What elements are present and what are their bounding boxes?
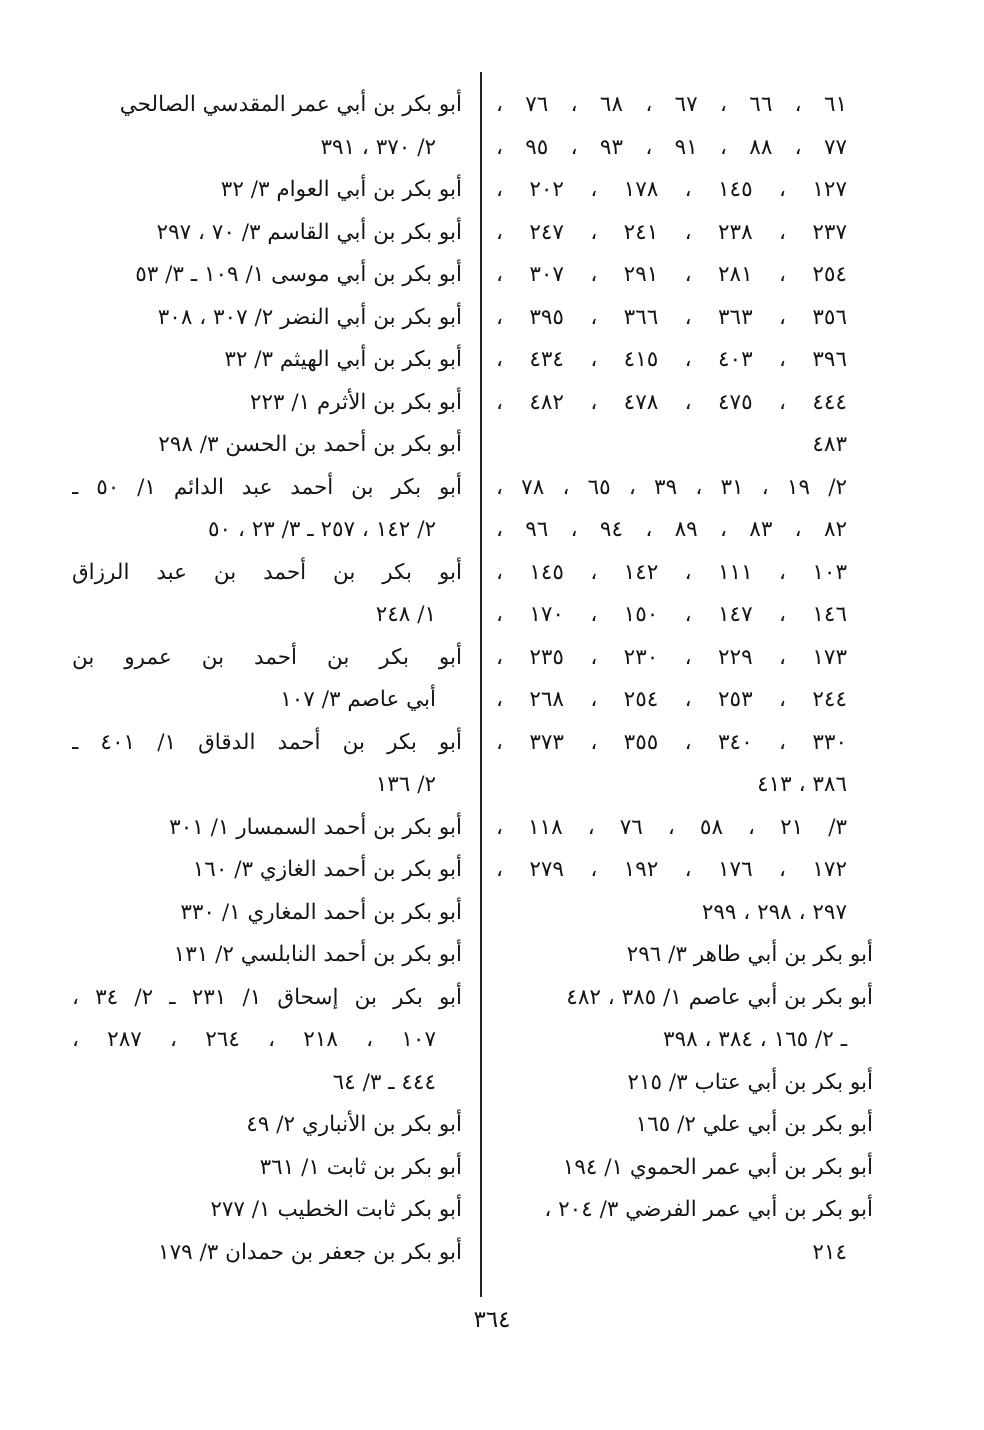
index-entry-line: أبو بكر بن الأنباري ٢/ ٤٩	[246, 1112, 462, 1137]
column-separator	[480, 72, 482, 1297]
index-entry-line: أبو بكر بن الأثرم ١/ ٢٢٣	[249, 389, 462, 415]
index-entry-line: أبو بكر بن أحمد بن عمرو بن	[72, 644, 462, 670]
index-entry-line: ١٧٣ ، ٢٢٩ ، ٢٣٠ ، ٢٣٥ ،	[496, 644, 847, 670]
page-number: ٣٦٤	[473, 1307, 511, 1333]
index-entry-line: ٧٧ ، ٨٨ ، ٩١ ، ٩٣ ، ٩٥ ،	[496, 134, 848, 160]
index-entry-line: ١٠٧ ، ٢١٨ ، ٢٦٤ ، ٢٨٧ ،	[72, 1027, 437, 1052]
index-entry-line: ٣/ ٢١ ، ٥٨ ، ٧٦ ، ١١٨ ،	[496, 814, 848, 840]
index-entry-line: ٤٤٤ ـ ٣/ ٦٤	[332, 1069, 436, 1095]
index-entry-line: أبو بكر بن أبي عمر الفرضي ٣/ ٢٠٤ ،	[544, 1197, 873, 1222]
index-entry-line: ٦١ ، ٦٦ ، ٦٧ ، ٦٨ ، ٧٦ ،	[496, 92, 848, 117]
index-entry-line: ١/ ٢٤٨	[375, 602, 436, 627]
index-entry-line: ٢٩٧ ، ٢٩٨ ، ٢٩٩	[701, 899, 847, 925]
index-entry-line: ٤٤٤ ، ٤٧٥ ، ٤٧٨ ، ٤٨٢ ،	[496, 389, 847, 415]
index-entry-line: أبو بكر بن أبي علي ٢/ ١٦٥	[635, 1112, 873, 1137]
index-entry-line: أبو بكر بن أبي موسى ١/ ١٠٩ ـ ٣/ ٥٣	[135, 262, 462, 287]
index-entry-line: أبو بكر بن أبي عمر الحموي ١/ ١٩٤	[562, 1154, 873, 1180]
index-entry-line: أبو بكر بن جعفر بن حمدان ٣/ ١٧٩	[158, 1239, 462, 1265]
index-entry-line: أبو بكر بن أحمد الغازي ٣/ ١٦٠	[192, 857, 462, 882]
index-entry-line: ٢١٤	[812, 1239, 847, 1265]
index-entry-line: ٣٣٠ ، ٣٤٠ ، ٣٥٥ ، ٣٧٣ ،	[496, 729, 847, 755]
index-entry-line: ٢٣٧ ، ٢٣٨ ، ٢٤١ ، ٢٤٧ ،	[496, 219, 847, 245]
index-entry-line: ٣٥٦ ، ٣٦٣ ، ٣٦٦ ، ٣٩٥ ،	[496, 304, 847, 330]
index-entry-line: ٢٤٤ ، ٢٥٣ ، ٢٥٤ ، ٢٦٨ ،	[496, 687, 847, 712]
index-entry-line: أبو بكر بن ثابت ١/ ٣٦١	[259, 1154, 462, 1180]
index-entry-line: ٢/ ١٣٦	[375, 772, 436, 797]
index-entry-line: أبو بكر بن أحمد بن الحسن ٣/ ٢٩٨	[158, 432, 462, 457]
index-entry-line: أبو بكر بن أبي النضر ٢/ ٣٠٧ ، ٣٠٨	[157, 304, 462, 330]
index-entry-line: أبو بكر بن أبي عاصم ١/ ٣٨٥ ، ٤٨٢	[566, 984, 873, 1010]
index-entry-line: ٤٨٣	[812, 432, 847, 457]
index-entry-line: أبو بكر ثابت الخطيب ١/ ٢٧٧	[210, 1197, 462, 1222]
index-entry-line: أبو بكر بن أبي عتاب ٣/ ٢١٥	[627, 1069, 873, 1095]
index-entry-line: أبو بكر بن أبي عمر المقدسي الصالحي	[119, 92, 462, 117]
index-entry-line: ٣٨٦ ، ٤١٣	[757, 772, 847, 797]
index-entry-line: أبي عاصم ٣/ ١٠٧	[280, 687, 436, 712]
index-entry-line: ٢/ ١٤٢ ، ٢٥٧ ـ ٣/ ٢٣ ، ٥٠	[208, 517, 436, 542]
index-column-left	[72, 84, 462, 1274]
index-entry-line: ـ ٢/ ١٦٥ ، ٣٨٤ ، ٣٩٨	[663, 1027, 847, 1052]
index-column-right	[496, 84, 873, 1274]
index-entry-line: أبو بكر بن أحمد الدقاق ١/ ٤٠١ ـ	[72, 729, 462, 755]
index-entry-line: أبو بكر بن إسحاق ١/ ٢٣١ ـ ٢/ ٣٤ ،	[72, 984, 462, 1010]
index-entry-line: ٢/ ٣٧٠ ، ٣٩١	[320, 134, 436, 160]
index-entry-line: أبو بكر بن أحمد المغاري ١/ ٣٣٠	[180, 899, 462, 925]
index-entry-line: ٢/ ١٩ ، ٣١ ، ٣٩ ، ٦٥ ، ٧٨ ،	[496, 474, 847, 500]
index-entry-line: أبو بكر بن أبي العوام ٣/ ٣٢	[220, 177, 462, 202]
index-entry-line: ١٧٢ ، ١٧٦ ، ١٩٢ ، ٢٧٩ ،	[496, 857, 847, 882]
index-entry-line: ١٢٧ ، ١٤٥ ، ١٧٨ ، ٢٠٢ ،	[496, 177, 847, 202]
index-entry-line: ٢٥٤ ، ٢٨١ ، ٢٩١ ، ٣٠٧ ،	[496, 262, 847, 287]
index-entry-line: أبو بكر بن أبي القاسم ٣/ ٧٠ ، ٢٩٧	[156, 219, 462, 245]
index-entry-line: أبو بكر بن أحمد بن عبد الرزاق	[72, 559, 462, 585]
index-entry-line: ١٤٦ ، ١٤٧ ، ١٥٠ ، ١٧٠ ،	[496, 602, 847, 627]
index-entry-line: أبو بكر بن أحمد السمسار ١/ ٣٠١	[169, 814, 462, 840]
index-entry-line: أبو بكر بن أبي الهيثم ٣/ ٣٢	[224, 347, 462, 372]
index-entry-line: ٨٢ ، ٨٣ ، ٨٩ ، ٩٤ ، ٩٦ ،	[496, 517, 848, 542]
index-entry-line: أبو بكر بن أحمد النابلسي ٢/ ١٣١	[173, 942, 462, 967]
index-entry-line: ١٠٣ ، ١١١ ، ١٤٢ ، ١٤٥ ،	[496, 559, 847, 585]
index-entry-line: أبو بكر بن أبي طاهر ٣/ ٢٩٦	[626, 942, 873, 967]
index-entry-line: أبو بكر بن أحمد عبد الدائم ١/ ٥٠ ـ	[72, 474, 462, 500]
index-entry-line: ٣٩٦ ، ٤٠٣ ، ٤١٥ ، ٤٣٤ ،	[496, 347, 847, 372]
